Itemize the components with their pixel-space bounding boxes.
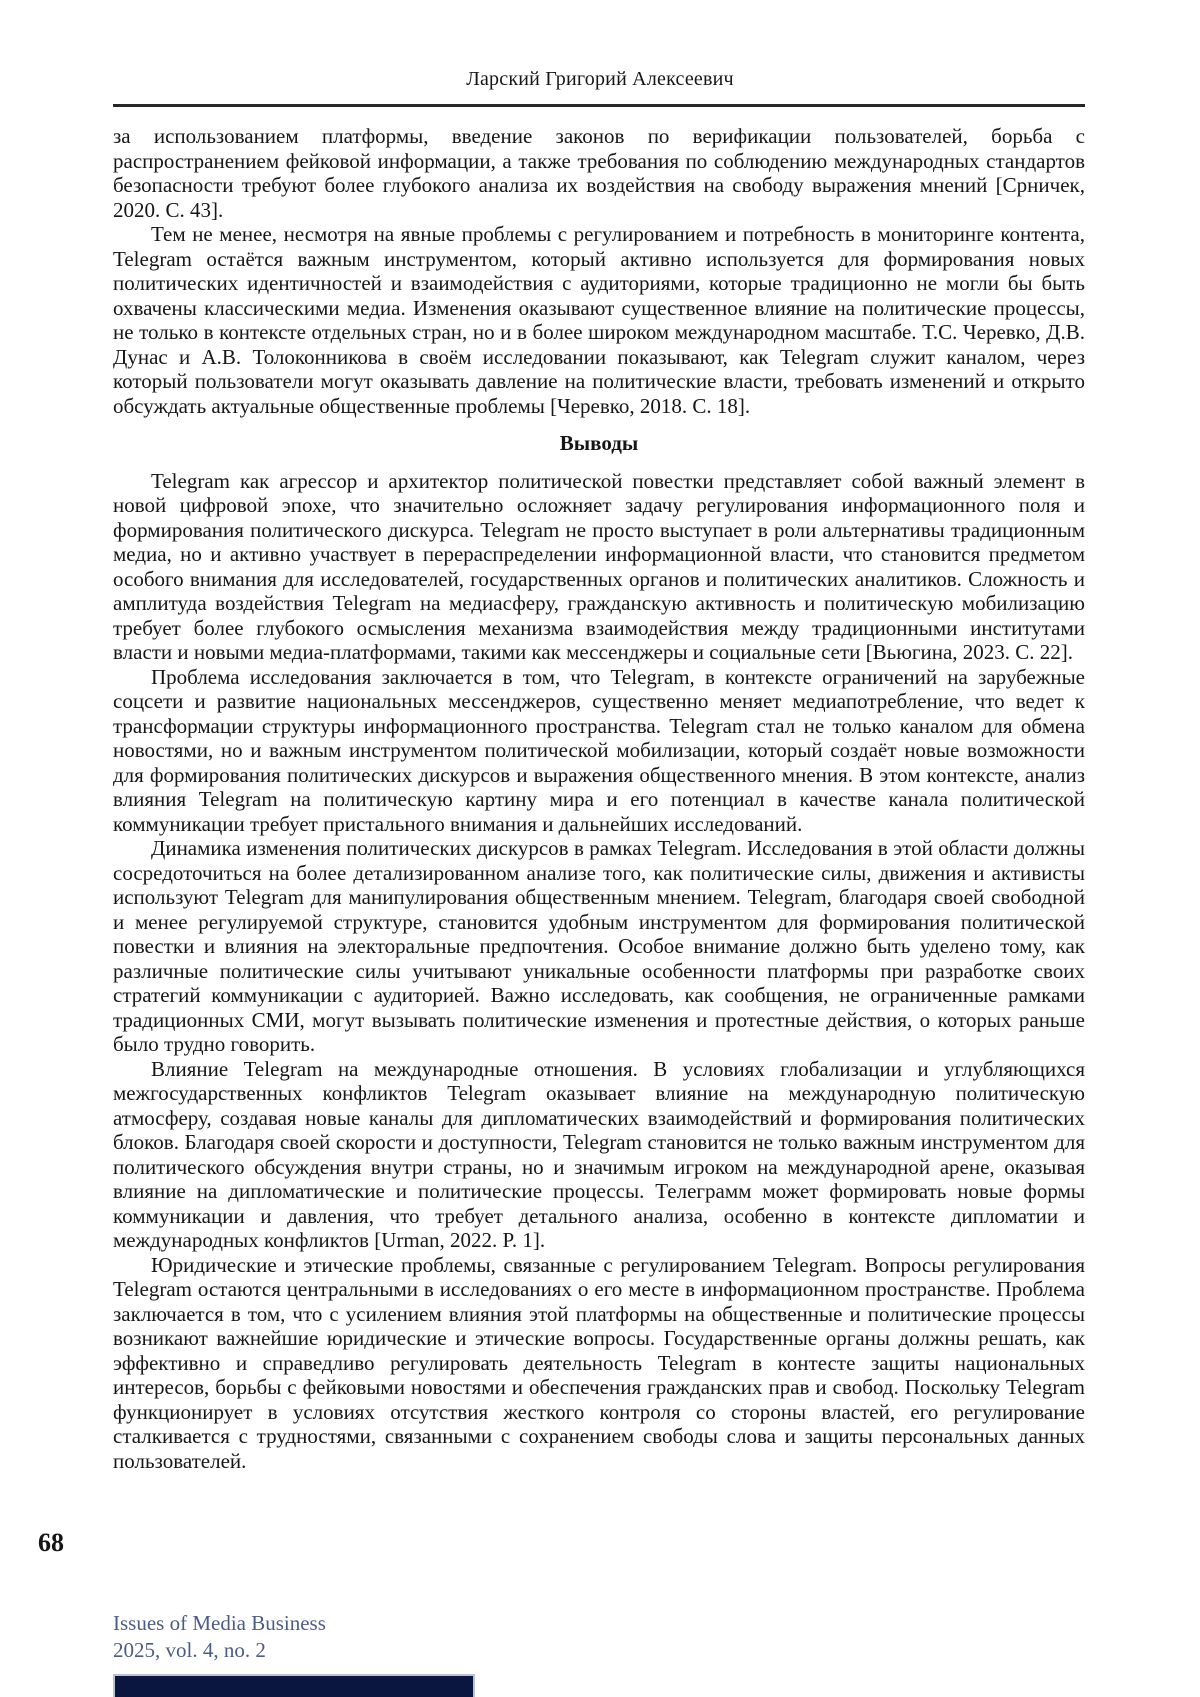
body-paragraph: Telegram как агрессор и архитектор политической повестки представляет собой важный элемент в новой цифровой эпохе, что значительно осложняет задачу регулирования информационного поля и формирования политического дискурса. Telegram не просто выступает в роли альтернативы традиционным медиа, но и активно участвует в перераспределении информационной власти, что становится предметом особого внимания для исследователей, государственных органов и политических аналитиков. Сложность и амплитуда воздействия Telegram на медиасферу, гражданскую активность и политическую мобилизацию требует более глубокого осмысления механизма взаимодействия между традиционными институтами власти и новыми медиа-платформами, такими как мессенджеры и социальные сети [Вьюгина, 2023. С. 22]. [113,468,1085,664]
running-head-author: Ларский Григорий Алексеевич [466,68,734,90]
body-paragraph: Тем не менее, несмотря на явные проблемы с регулированием и потребность в мониторинге контента, Telegram остаётся важным инструментом, который активно используется для формирования новых политических идентичностей и взаимодействия с аудиториями, которые традиционно не могли бы быть охвачены классическими медиа. Изменения оказывают существенное влияние на политические процессы, не только в контексте отдельных стран, но и в более широком международном масштабе. Т.С. Черевко, Д.В. Дунас и А.В. Толоконникова в своём исследовании показывают, как Telegram служит каналом, через который пользователи могут оказывать давление на политические власти, требовать изменений и открыто обсуждать актуальные общественные проблемы [Черевко, 2018. С. 18]. [113,222,1085,418]
body-paragraph: за использованием платформы, введение законов по верификации пользователей, борьба с распространением фейковой информации, а также требования по соблюдению международных стандартов безопасности требуют более глубокого анализа их воздействия на свободу выражения мнений [Срничек, 2020. С. 43]. [113,124,1085,222]
footer-bar-decor [113,1674,475,1697]
footer-journal-title: Issues of Media Business [113,1611,326,1635]
header-divider [113,104,1085,107]
body-paragraph: Юридические и этические проблемы, связанные с регулированием Telegram. Вопросы регулирования Telegram остаются центральными в исследованиях о его месте в информационном пространстве. Проблема заключается в том, что с усилением влияния этой платформы на общественные и политические процессы возникают важнейшие юридические и этические вопросы. Государственные органы должны решать, как эффективно и справедливо регулировать деятельность Telegram в контесте защиты национальных интересов, борьбы с фейковыми новостями и обеспечения гражданских прав и свобод. Поскольку Telegram функционирует в условиях отсутствия жесткого контроля со стороны властей, его регулирование сталкивается с трудностями, связанными с сохранением свободы слова и защиты персональных данных пользователей. [113,1252,1085,1473]
body-paragraph: Проблема исследования заключается в том, что Telegram, в контексте ограничений на зарубежные соцсети и развитие национальных мессенджеров, существенно меняет медиапотребление, что ведет к трансформации структуры информационного пространства. Telegram стал не только каналом для обмена новостями, но и важным инструментом политической мобилизации, который создаёт новые возможности для формирования политических дискурсов и выражения общественного мнения. В этом контексте, анализ влияния Telegram на политическую картину мира и его потенциал в качестве канала политической коммуникации требует пристального внимания и дальнейших исследований. [113,664,1085,836]
footer-issue-info: 2025, vol. 4, no. 2 [113,1638,266,1662]
body-paragraph: Влияние Telegram на международные отношения. В условиях глобализации и углубляющихся межгосударственных конфликтов Telegram оказывает влияние на международную политическую атмосферу, создавая новые каналы для дипломатических взаимодействий и формирования политических блоков. Благодаря своей скорости и доступности, Telegram становится не только важным инструментом для политического обсуждения внутри страны, но и значимым игроком на международной арене, оказывая влияние на дипломатические и политические процессы. Телеграмм может формировать новые формы коммуникации и давления, что требует детального анализа, особенно в контексте дипломатии и международных конфликтов [Urman, 2022. P. 1]. [113,1056,1085,1252]
body-paragraph: Динамика изменения политических дискурсов в рамках Telegram. Исследования в этой области должны сосредоточиться на более детализированном анализе того, как политические силы, движения и активисты используют Telegram для манипулирования общественным мнением. Telegram, благодаря своей свободной и менее регулируемой структуре, становится удобным инструментом для формирования политической повестки и влияния на электоральные предпочтения. Особое внимание должно быть уделено тому, как различные политические силы учитывают уникальные особенности платформы при разработке своих стратегий коммуникации с аудиторией. Важно исследовать, как сообщения, не ограниченные рамками традиционных СМИ, могут вызывать политические изменения и протестные действия, о которых раньше было трудно говорить. [113,836,1085,1056]
article-body [113,124,1085,1473]
section-heading: Выводы [559,431,639,455]
page-number: 68 [38,1528,64,1557]
journal-footer [113,1610,326,1664]
